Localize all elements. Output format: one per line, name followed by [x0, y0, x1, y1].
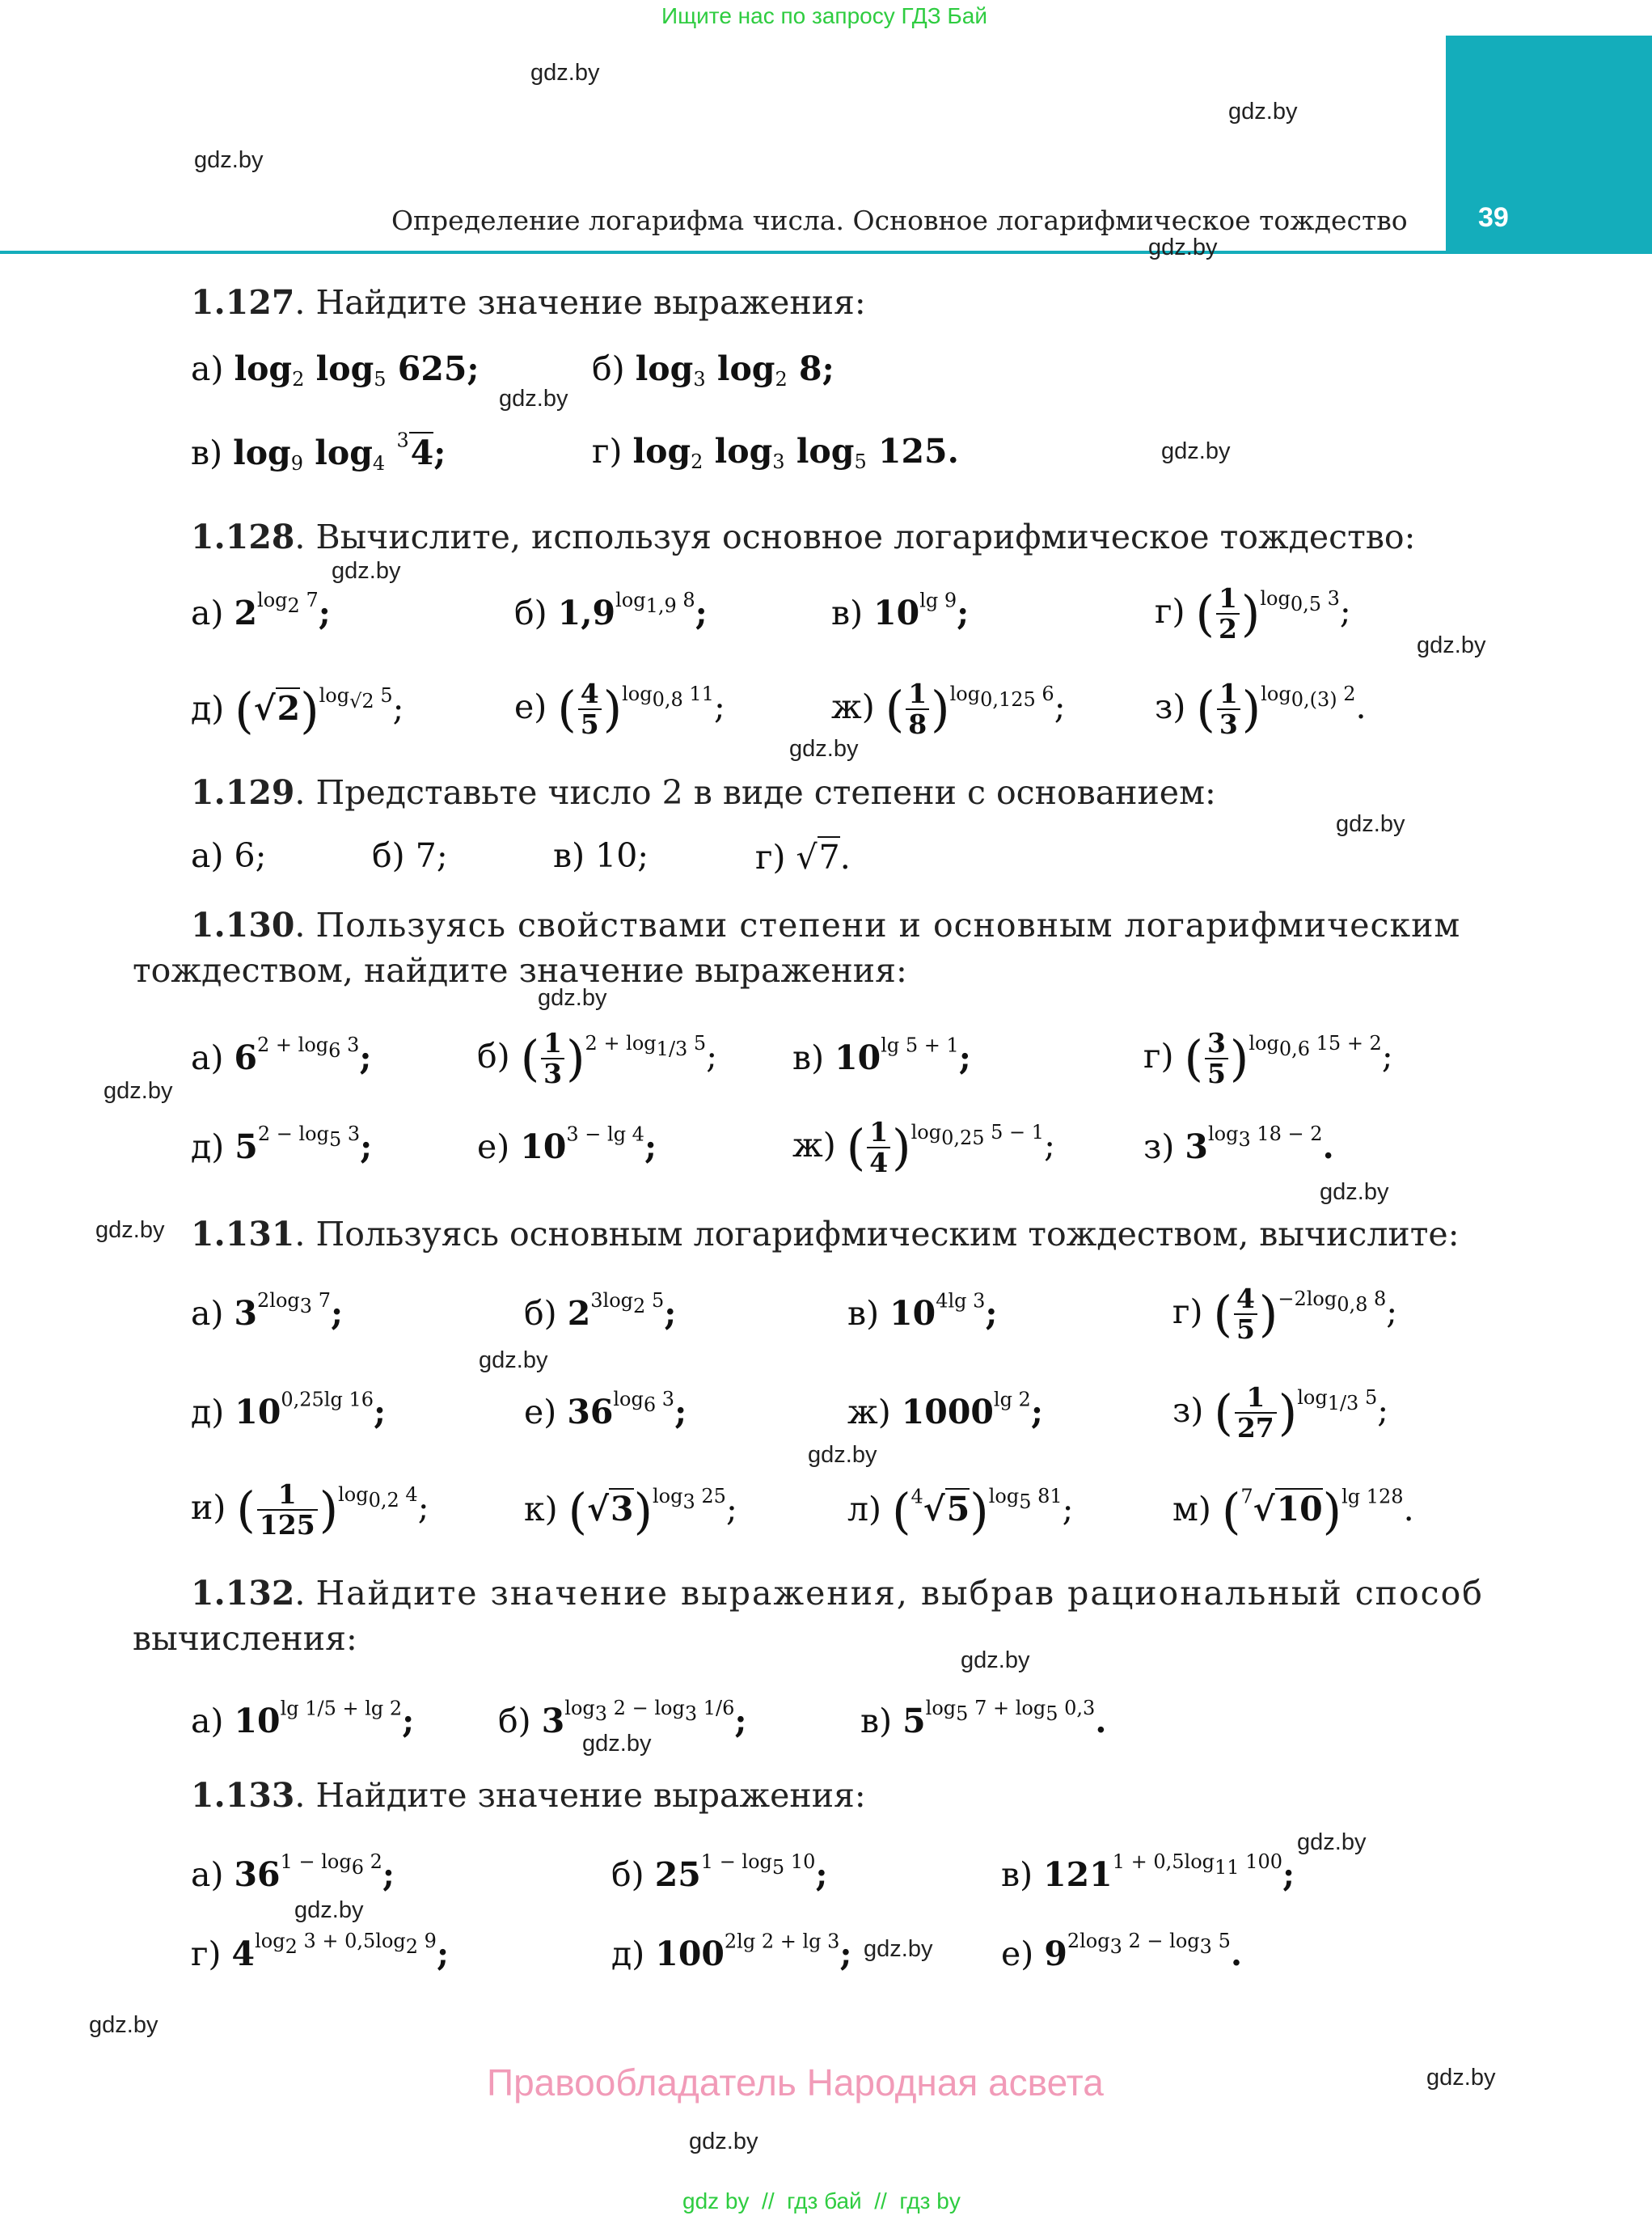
problem-text-continued: вычисления:	[133, 1619, 357, 1658]
exercise-item: б) $3^{log_3 2 - log_3 1/6}$;	[498, 1697, 747, 1740]
watermark: gdz.by	[104, 1078, 173, 1104]
watermark: gdz.by	[961, 1647, 1030, 1673]
exercise-item: г) ( $\frac{4}{5}$ )$^{-2log_{0,8} 8}$;	[1172, 1283, 1398, 1346]
exercise-item: г) ( $\frac{1}{2}$ )$^{log_{0,5} 3}$;	[1155, 582, 1351, 645]
problem-text-continued: тождеством, найдите значение выражения:	[133, 951, 907, 990]
exercise-item: е) $9^{2log_3 2 - log_3 5}$.	[1001, 1930, 1243, 1973]
exercise-item: д) $10^{0,25lg 16}$;	[191, 1388, 387, 1431]
problem-number: 1.132	[191, 1574, 295, 1613]
problem-text: Представьте число 2 в виде степени с основанием:	[315, 773, 1216, 812]
problem-number: 1.127	[191, 283, 295, 322]
problem-text: Пользуясь основным логарифмическим тождеством, вычислите:	[315, 1215, 1460, 1254]
exercise-item: а) $6^{2 + log_6 3}$;	[191, 1034, 372, 1077]
exercise-item: г) $\log_2 \log_3 \log_5 125$.	[592, 432, 959, 474]
watermark: gdz.by	[1417, 632, 1486, 658]
exercise-item: л) $(^4√5)^{log_5 81}$;	[847, 1483, 1074, 1541]
problem-text: Найдите значение выражения, выбрав рациональный способ	[315, 1574, 1484, 1613]
exercise-item: г) $4^{log_2 3 + 0,5log_2 9}$;	[191, 1930, 450, 1973]
top-banner[interactable]: Ищите нас по запросу ГДЗ Бай	[661, 3, 988, 28]
problem-number: 1.133	[191, 1776, 295, 1815]
watermark: gdz.by	[864, 1936, 933, 1962]
watermark: gdz.by	[789, 736, 859, 762]
watermark: gdz.by	[582, 1731, 652, 1757]
exercise-item: е) ( $\frac{4}{5}$ )$^{log_{0,8} 11}$;	[514, 678, 725, 741]
exercise-item: а) 6;	[191, 836, 267, 875]
exercise-item: ж) ( $\frac{1}{8}$ )$^{log_{0,125} 6}$;	[831, 678, 1066, 741]
exercise-item: а) $\log_2 \log_5 625$;	[191, 349, 480, 391]
problem-title: 1.129. Представьте число 2 в виде степени с основанием:	[191, 773, 1216, 812]
exercise-item: б) $25^{1 - log_5 10}$;	[611, 1850, 828, 1894]
header-rule	[0, 251, 1446, 254]
exercise-item: б) $\log_3 \log_2 8$;	[592, 349, 834, 391]
exercise-item: д) $(√2)^{log_{√2} 5}$;	[191, 683, 404, 740]
exercise-item: а) $3^{2log_3 7}$;	[191, 1289, 344, 1333]
problem-title: 1.131. Пользуясь основным логарифмическим тождеством, вычислите:	[191, 1215, 1460, 1254]
page-tab	[1446, 36, 1652, 254]
exercise-item: к) $(√3)^{log_3 25}$;	[524, 1483, 737, 1541]
exercise-item: а) $36^{1 - log_6 2}$;	[191, 1850, 395, 1894]
problem-title: 1.127. Найдите значение выражения:	[191, 283, 866, 322]
problem-number: 1.129	[191, 773, 295, 812]
watermark: gdz.by	[1320, 1179, 1389, 1205]
watermark: gdz.by	[332, 558, 401, 584]
exercise-item: б) $1,9^{log_{1,9} 8}$;	[514, 589, 708, 632]
exercise-item: д) $5^{2 - log_5 3}$;	[191, 1123, 373, 1166]
exercise-item: г) ( $\frac{3}{5}$ )$^{log_{0,6} 15 + 2}$;	[1143, 1027, 1393, 1090]
watermark: gdz.by	[479, 1347, 548, 1373]
watermark: gdz.by	[1148, 235, 1218, 260]
exercise-item: ж) $1000^{lg 2}$;	[847, 1388, 1043, 1431]
problem-text: Вычислите, используя основное логарифмическое тождество:	[315, 518, 1416, 556]
exercise-item: в) $10^{4lg 3}$;	[847, 1289, 998, 1333]
problem-number: 1.131	[191, 1215, 295, 1254]
watermark: gdz.by	[89, 2012, 158, 2038]
exercise-item: з) ( $\frac{1}{27}$ )$^{log_{1/3} 5}$;	[1172, 1381, 1389, 1444]
exercise-item: з) $3^{log_3 18 - 2}$.	[1143, 1123, 1334, 1166]
problem-text: Найдите значение выражения:	[315, 1776, 866, 1815]
problem-text: Найдите значение выражения:	[315, 283, 866, 322]
exercise-item: б) 7;	[372, 836, 448, 875]
exercise-item: а) $2^{log_2 7}$;	[191, 589, 331, 632]
footer-links[interactable]: gdz by // гдз бай // гдз by	[682, 2188, 961, 2213]
exercise-item: з) ( $\frac{1}{3}$ )$^{log_{0,(3)} 2}$.	[1155, 678, 1367, 741]
watermark: gdz.by	[1336, 811, 1405, 837]
watermark: gdz.by	[689, 2129, 758, 2154]
exercise-item: е) $36^{log_6 3}$;	[524, 1388, 687, 1431]
exercise-item: в) $\log_9 \log_4 ^34$;	[191, 429, 446, 476]
exercise-item: е) $10^{3 - lg 4}$;	[477, 1123, 657, 1166]
problem-title: 1.128. Вычислите, используя основное логарифмическое тождество:	[191, 518, 1416, 556]
watermark: gdz.by	[1426, 2065, 1496, 2091]
problem-title: 1.130. Пользуясь свойствами степени и основным логарифмическим	[191, 906, 1461, 945]
watermark: gdz.by	[499, 386, 568, 412]
copyright-notice: Правообладатель Народная асвета	[487, 2061, 1104, 2103]
exercise-item: б) $2^{3log_2 5}$;	[524, 1289, 677, 1333]
problem-number: 1.130	[191, 906, 295, 945]
exercise-item: в) 10;	[553, 836, 649, 875]
watermark: gdz.by	[194, 147, 264, 173]
exercise-item: ж) ( $\frac{1}{4}$ )$^{log_{0,25} 5 - 1}$;	[792, 1116, 1055, 1179]
exercise-item: в) $10^{lg 5 + 1}$;	[792, 1034, 971, 1077]
watermark: gdz.by	[1161, 438, 1231, 464]
page-number: 39	[1478, 202, 1509, 233]
exercise-item: б) ( $\frac{1}{3}$ )$^{2 + log_{1/3} 5}$;	[477, 1027, 718, 1090]
watermark: gdz.by	[1228, 99, 1298, 125]
exercise-item: д) $100^{2lg 2 + lg 3}$;	[611, 1930, 852, 1973]
exercise-item: в) $10^{lg 9}$;	[831, 589, 970, 632]
watermark: gdz.by	[95, 1217, 165, 1243]
exercise-item: а) $10^{lg 1/5 + lg 2}$;	[191, 1697, 415, 1740]
watermark: gdz.by	[538, 985, 607, 1011]
problem-text: Пользуясь свойствами степени и основным логарифмическим	[315, 906, 1461, 945]
problem-title: 1.132. Найдите значение выражения, выбрав рациональный способ	[191, 1574, 1484, 1613]
watermark: gdz.by	[530, 60, 600, 86]
exercise-item: в) $5^{log_5 7 + log_5 0,3}$.	[860, 1697, 1107, 1740]
watermark: gdz.by	[808, 1442, 877, 1468]
watermark: gdz.by	[294, 1897, 364, 1923]
exercise-item: и) ( $\frac{1}{125}$ )$^{log_{0,2} 4}$;	[191, 1478, 429, 1541]
exercise-item: в) $121^{1 + 0,5log_{11} 100}$;	[1001, 1850, 1295, 1894]
watermark: gdz.by	[1297, 1829, 1367, 1855]
problem-title: 1.133. Найдите значение выражения:	[191, 1776, 866, 1815]
problem-number: 1.128	[191, 518, 295, 556]
exercise-item: г) √7.	[755, 838, 851, 877]
exercise-item: м) $(^7√10)^{lg 128}$.	[1172, 1483, 1414, 1541]
running-title: Определение логарифма числа. Основное логарифмическое тождество	[391, 205, 1408, 236]
